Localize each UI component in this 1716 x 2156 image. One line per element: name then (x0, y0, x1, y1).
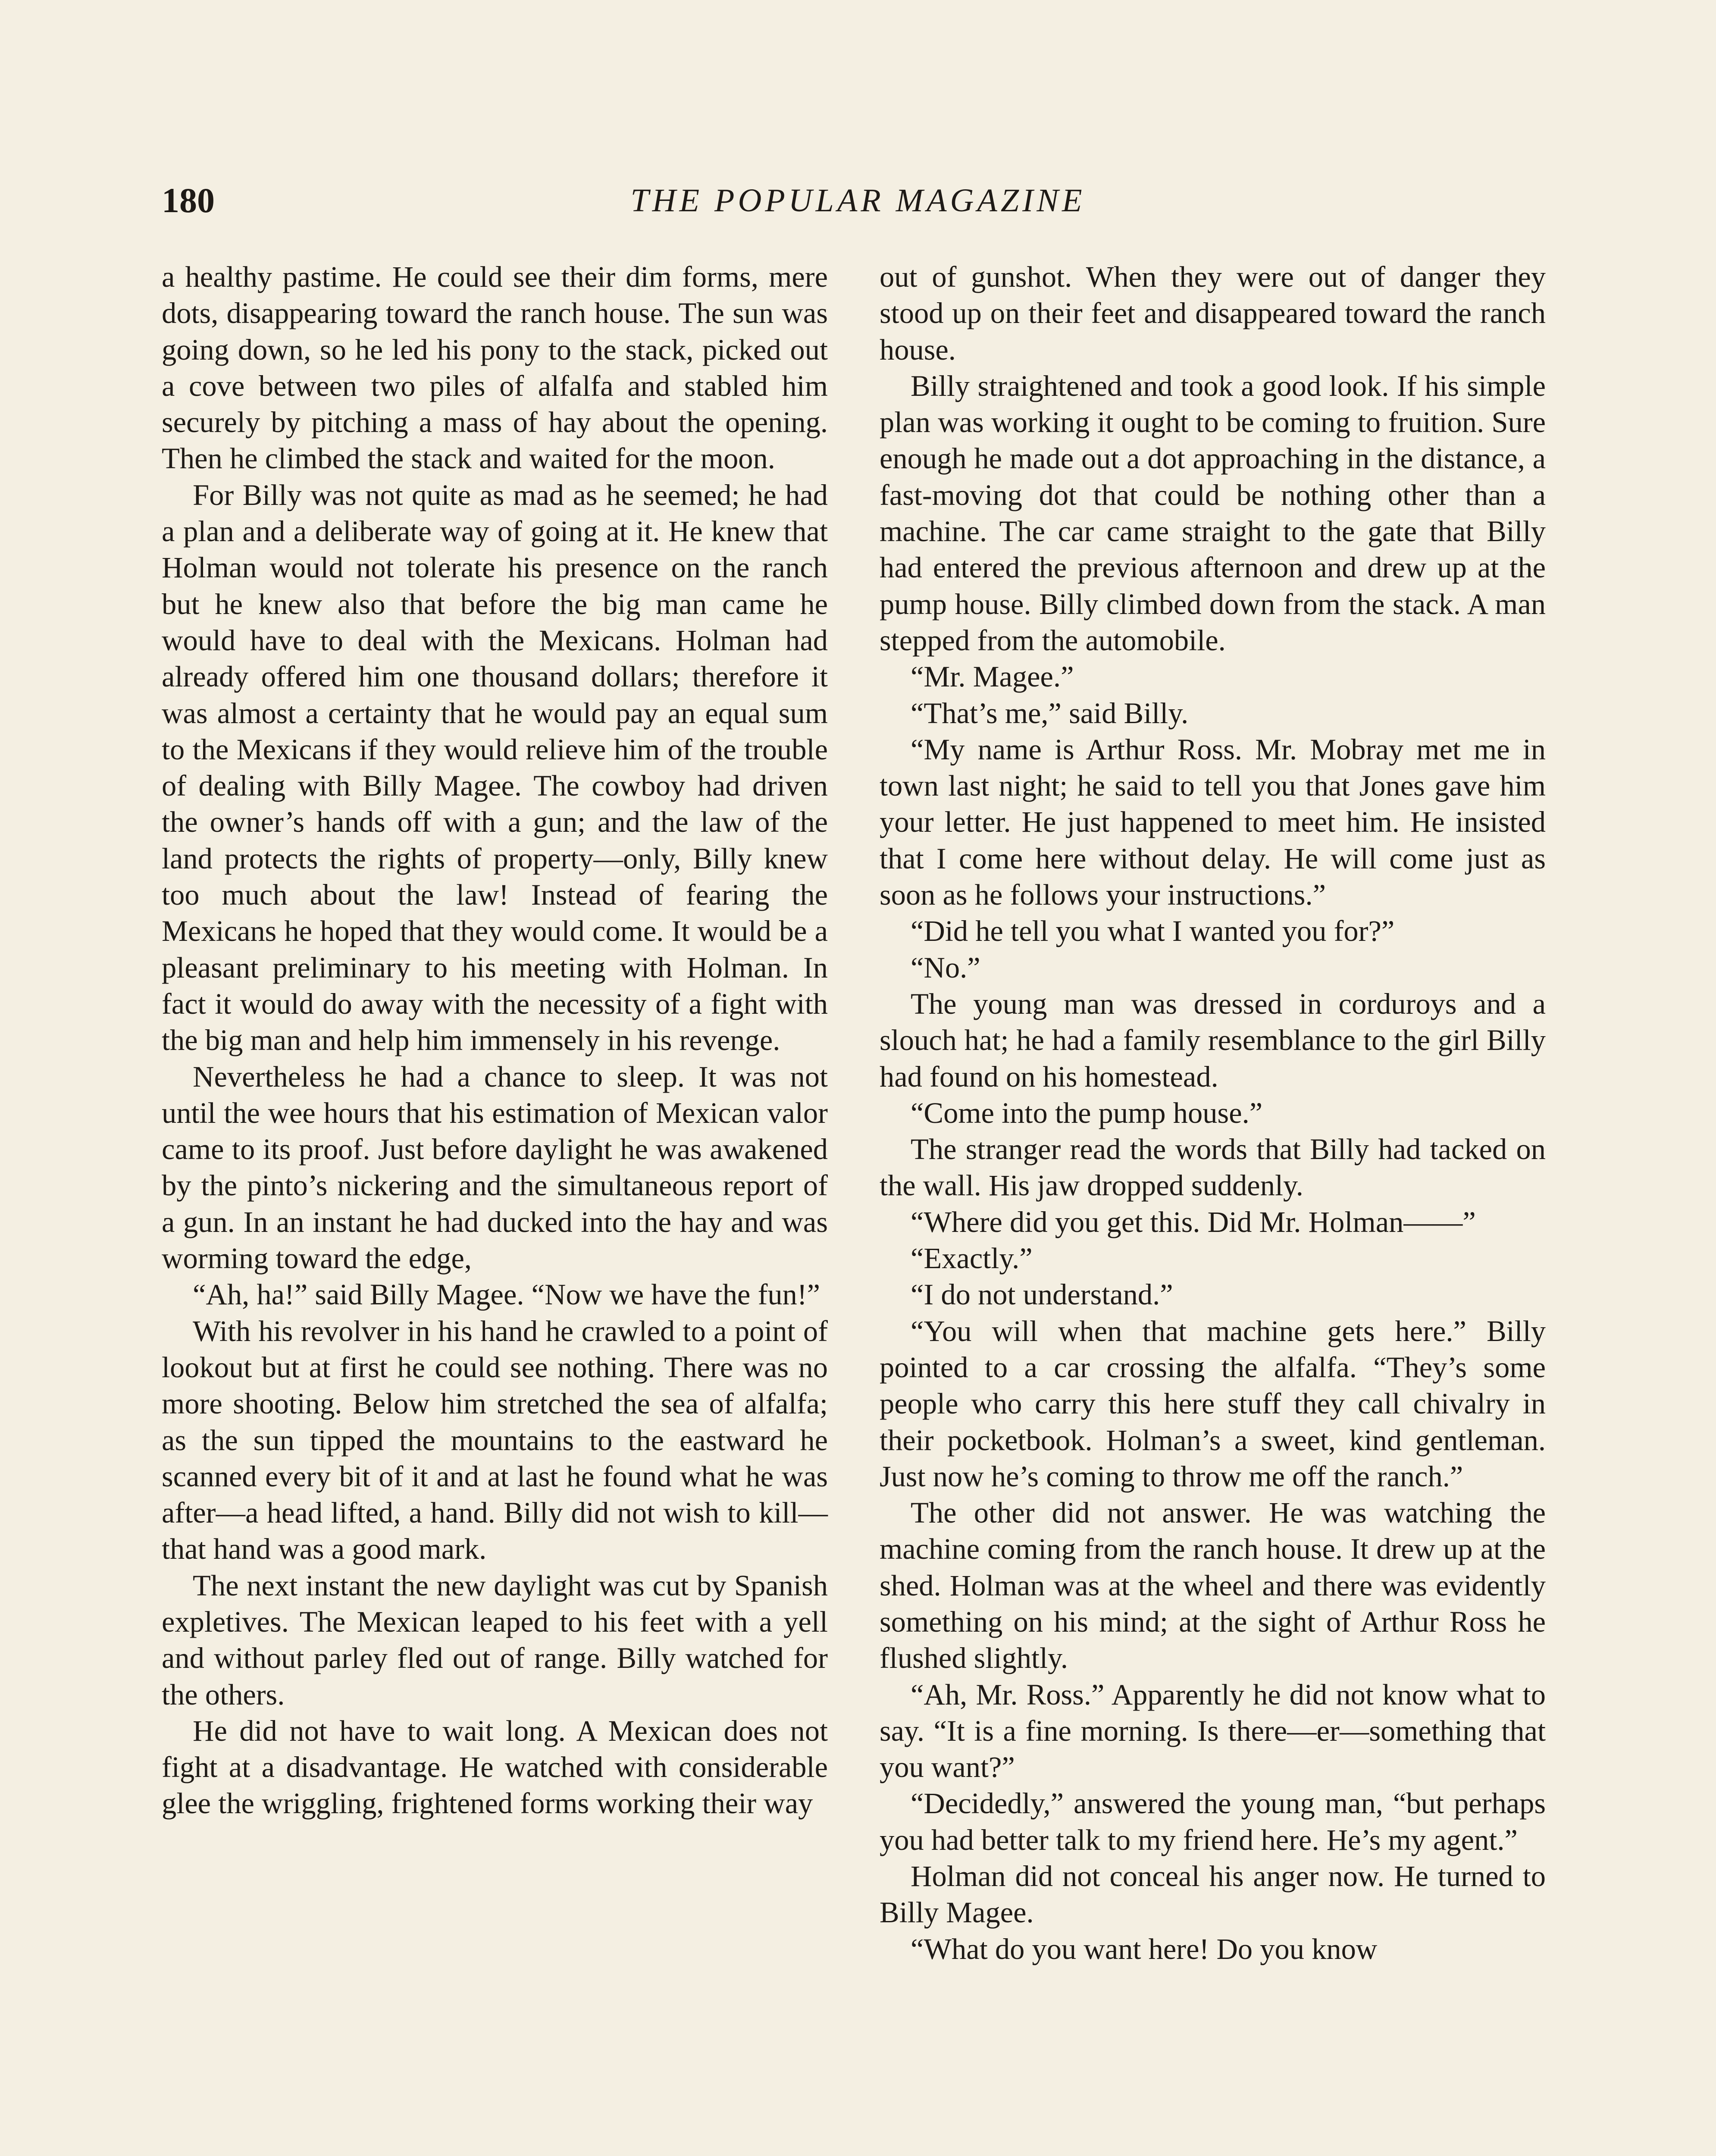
paragraph: a healthy pastime. He could see their dim forms, mere dots, disappearing toward the ranch house. The sun was going down, so he led his pony to the stack, picked out a cove between two piles of alfalfa and stabled him securely by pitching a mass of hay about the opening. Then he climbed the stack and waited for the moon. (162, 260, 828, 475)
paragraph: out of gunshot. When they were out of danger they stood up on their feet and disappeared toward the ranch house. (880, 260, 1546, 366)
paragraph: “No.” (911, 951, 980, 984)
paragraph: “Did he tell you what I wanted you for?” (911, 915, 1395, 948)
running-head: THE POPULAR MAGAZINE (630, 182, 1086, 219)
paragraph: The young man was dressed in corduroys and a slouch hat; he had a family resemblance to the girl Billy had found on his homestead. (880, 987, 1546, 1093)
paragraph: The next instant the new daylight was cut by Spanish expletives. The Mexican leaped to his feet with a yell and without parley fled out of range. Billy watched for the others. (162, 1569, 828, 1711)
paragraph: With his revolver in his hand he crawled to a point of lookout but at first he could see nothing. There was no more shooting. Below him stretched the sea of alfalfa; as the sun tipped the mountains to the eastward he scanned every bit of it and at last he found what he was after—a head lifted, a hand. Billy did not wish to kill—that hand was a good mark. (162, 1314, 828, 1566)
paragraph: “My name is Arthur Ross. Mr. Mobray met me in town last night; he said to tell you that Jones gave him your letter. He just happened to meet him. He insisted that I come here without delay. He will come just as soon as he follows your instructions.” (880, 733, 1546, 912)
paragraph: “Where did you get this. Did Mr. Holman——” (911, 1205, 1476, 1238)
text-column-left (162, 259, 828, 2156)
paragraph: “Decidedly,” answered the young man, “but perhaps you had better talk to my friend here. He’s my agent.” (880, 1787, 1546, 1856)
text-column-right (880, 259, 1546, 2156)
paragraph: For Billy was not quite as mad as he seemed; he had a plan and a deliberate way of going at it. He knew that Holman would not tolerate his presence on the ranch but he knew also that before the big man came he would have to deal with the Mexicans. Holman had already offered him one thousand dollars; therefore it was almost a certainty that he would pay an equal sum to the Mexicans if they would relieve him of the trouble of dealing with Billy Magee. The cowboy had driven the owner’s hands off with a gun; and the law of the land protects the rights of property—only, Billy knew too much about the law! Instead of fearing the Mexicans he hoped that they would come. It would be a pleasant preliminary to his meeting with Holman. In fact it would do away with the necessity of a fight with the big man and help him immensely in his revenge. (162, 478, 828, 1057)
paragraph: “I do not understand.” (911, 1278, 1173, 1311)
paragraph: “Ah, Mr. Ross.” Apparently he did not know what to say. “It is a fine morning. Is there—er—something that you want?” (880, 1678, 1546, 1784)
paragraph: “What do you want here! Do you know (911, 1932, 1378, 1965)
paragraph: “Mr. Magee.” (911, 660, 1074, 693)
paragraph: “You will when that machine gets here.” Billy pointed to a car crossing the alfalfa. “They’s some people who carry this here stuff they call chivalry in their pocketbook. Holman’s a sweet, kind gentleman. Just now he’s coming to throw me off the ranch.” (880, 1314, 1546, 1493)
paragraph: Nevertheless he had a chance to sleep. It was not until the wee hours that his estimation of Mexican valor came to its proof. Just before daylight he was awakened by the pinto’s nickering and the simultaneous report of a gun. In an instant he had ducked into the hay and was worming toward the edge, (162, 1060, 828, 1275)
paragraph: “Come into the pump house.” (911, 1096, 1263, 1129)
paragraph: The other did not answer. He was watching the machine coming from the ranch house. It drew up at the shed. Holman was at the wheel and there was evidently something on his mind; at the sight of Arthur Ross he flushed slightly. (880, 1496, 1546, 1675)
paragraph: Holman did not conceal his anger now. He turned to Billy Magee. (880, 1860, 1546, 1929)
paragraph: The stranger read the words that Billy had tacked on the wall. His jaw dropped suddenly. (880, 1133, 1546, 1202)
paragraph: “That’s me,” said Billy. (911, 696, 1189, 730)
paragraph: Billy straightened and took a good look. If his simple plan was working it ought to be coming to fruition. Sure enough he made out a dot approaching in the distance, a fast-moving dot that could be nothing other than a machine. The car came straight to the gate that Billy had entered the previous afternoon and drew up at the pump house. Billy climbed down from the stack. A man stepped from the automobile. (880, 369, 1546, 657)
page-header (162, 170, 1554, 235)
paragraph: “Exactly.” (911, 1242, 1033, 1275)
paragraph: “Ah, ha!” said Billy Magee. “Now we have the fun!” (193, 1278, 820, 1311)
page-number: 180 (162, 181, 215, 220)
paragraph: He did not have to wait long. A Mexican does not fight at a disadvantage. He watched with considerable glee the wriggling, frightened forms working their way (162, 1714, 828, 1820)
